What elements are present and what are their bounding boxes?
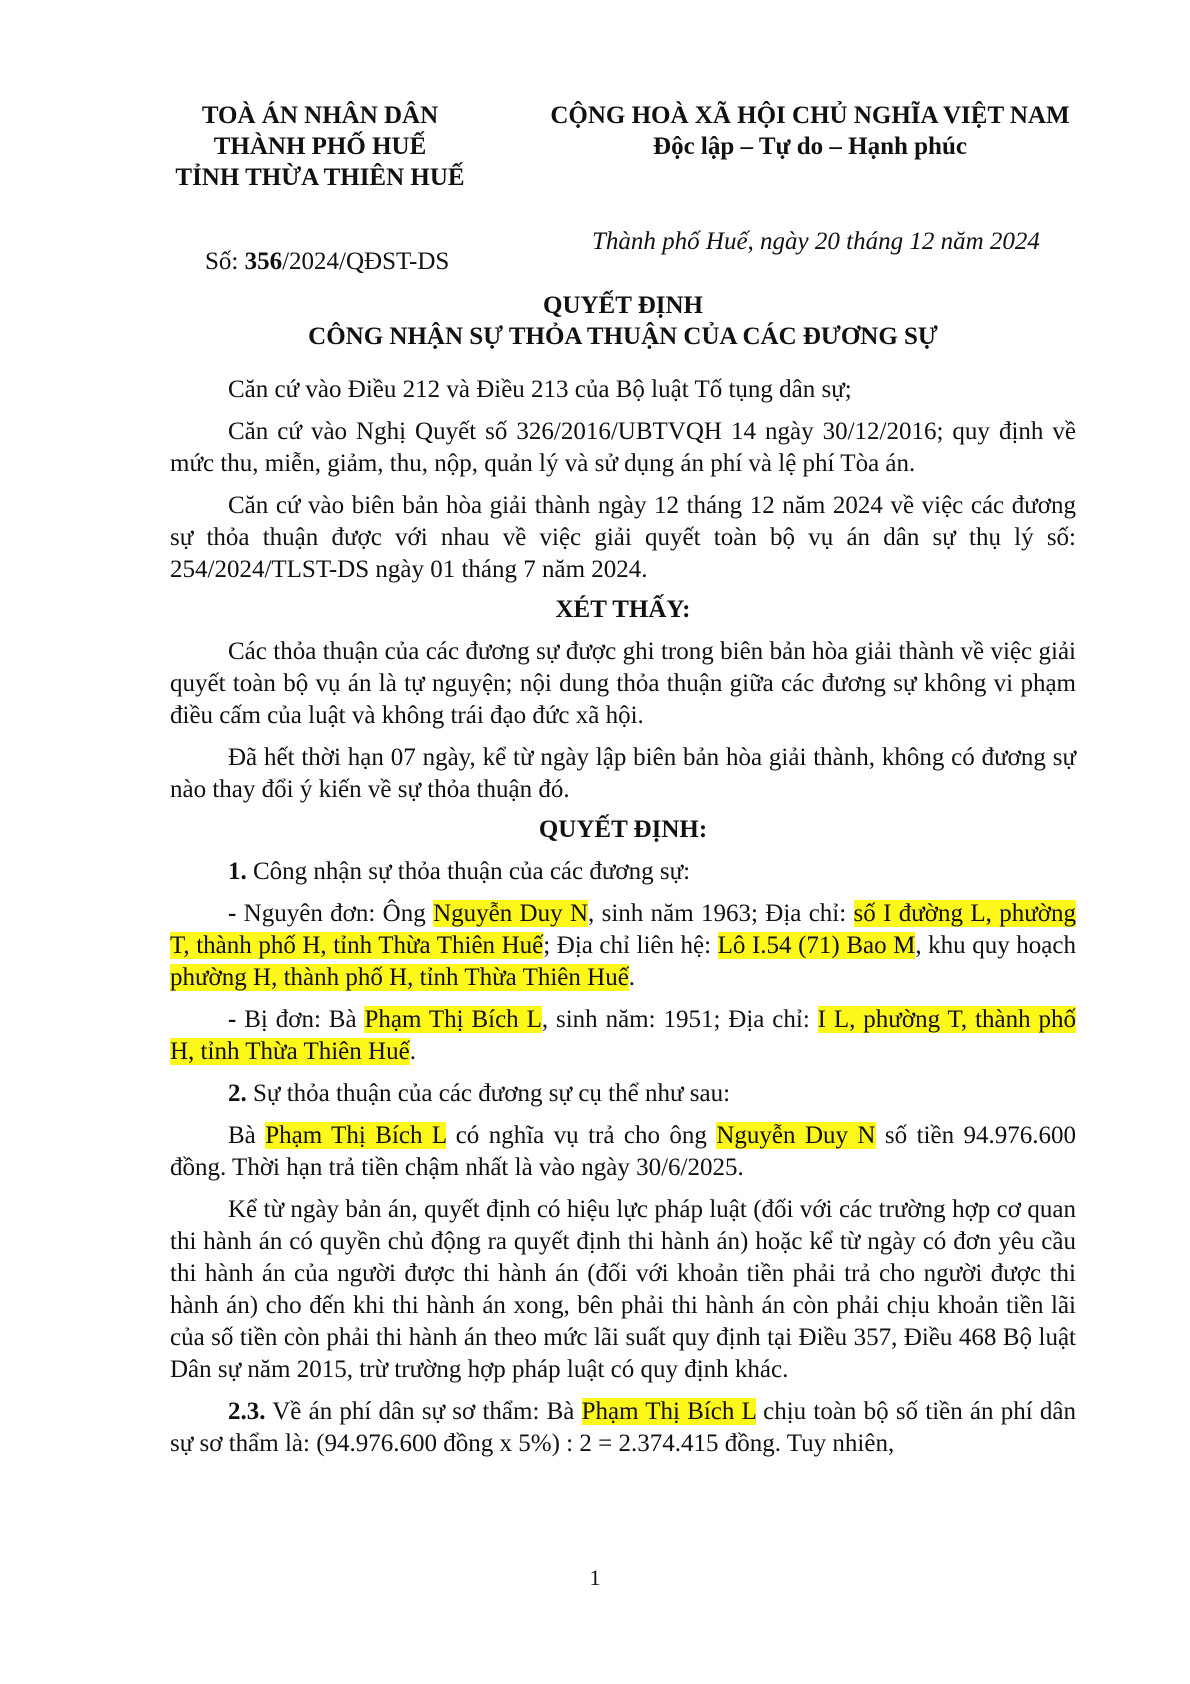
ground-paragraph-3: Căn cứ vào biên bản hòa giải thành ngày 12 tháng 12 năm 2024 về việc các đương sự thỏa thuận được với nhau về việc giải quyết toàn bộ vụ án dân sự thụ lý số: 254/2024/TLST-DS ngày 01 tháng 7 năm 2024. bbox=[170, 492, 1076, 583]
decision-item-1: 1. Công nhận sự thỏa thuận của các đương sự: bbox=[228, 858, 691, 885]
plaintiff-contact-address: Lô I.54 (71) Bao M bbox=[717, 932, 916, 959]
defendant-address: I L, phường T, thành phố H, tỉnh Thừa Thiên Huế bbox=[170, 1006, 1077, 1065]
fee-payer-name: Phạm Thị Bích L bbox=[581, 1398, 756, 1425]
findings-heading: XÉT THẤY: bbox=[555, 596, 691, 623]
national-header bbox=[545, 100, 1075, 162]
defendant-paragraph: - Bị đơn: Bà Phạm Thị Bích L, sinh năm: 1951; Địa chỉ: I L, phường T, thành phố H, tỉnh Thừa Thiên Huế. bbox=[170, 1006, 1077, 1065]
ground-paragraph-2: Căn cứ vào Nghị Quyết số 326/2016/UBTVQH 14 ngày 30/12/2016; quy định về mức thu, miễn, giảm, thu, nộp, quản lý và sử dụng án phí và lệ phí Tòa án. bbox=[170, 418, 1076, 477]
document-title bbox=[170, 290, 1076, 352]
page-number: 1 bbox=[589, 1565, 601, 1590]
defendant-name: Phạm Thị Bích L bbox=[364, 1006, 542, 1033]
plaintiff-name: Nguyễn Duy N bbox=[433, 900, 588, 927]
obligee-name: Nguyễn Duy N bbox=[716, 1122, 876, 1149]
court-fee-paragraph: 2.3. Về án phí dân sự sơ thẩm: Bà Phạm Thị Bích L chịu toàn bộ số tiền án phí dân sự sơ thẩm là: (94.976.600 đồng x 5%) : 2 = 2.374.415 đồng. Tuy nhiên, bbox=[170, 1398, 1076, 1457]
court-name-line3: TỈNH THỪA THIÊN HUẾ bbox=[175, 164, 465, 191]
obligation-paragraph: Bà Phạm Thị Bích L có nghĩa vụ trả cho ông Nguyễn Duy N số tiền 94.976.600 đồng. Thời hạn trả tiền chậm nhất là vào ngày 30/6/2025. bbox=[170, 1122, 1076, 1181]
document-number: Số: 356/2024/QĐST-DS bbox=[205, 248, 450, 275]
place-date: Thành phố Huế, ngày 20 tháng 12 năm 2024 bbox=[592, 228, 1040, 255]
plaintiff-zone-address: phường H, thành phố H, tỉnh Thừa Thiên Huế bbox=[170, 964, 629, 991]
document-body bbox=[170, 374, 1076, 1460]
court-name-line2: THÀNH PHỐ HUẾ bbox=[213, 133, 427, 160]
decision-heading: QUYẾT ĐỊNH: bbox=[538, 816, 708, 843]
ground-paragraph-1: Căn cứ vào Điều 212 và Điều 213 của Bộ luật Tố tụng dân sự; bbox=[228, 376, 852, 403]
findings-paragraph-2: Đã hết thời hạn 07 ngày, kể từ ngày lập biên bản hòa giải thành, không có đương sự nào thay đổi ý kiến về sự thỏa thuận đó. bbox=[170, 744, 1076, 803]
court-header bbox=[160, 100, 480, 193]
obligor-name: Phạm Thị Bích L bbox=[265, 1122, 447, 1149]
decision-item-2: 2. Sự thỏa thuận của các đương sự cụ thể như sau: bbox=[228, 1080, 731, 1107]
findings-paragraph-1: Các thỏa thuận của các đương sự được ghi trong biên bản hòa giải thành về việc giải quyết toàn bộ vụ án là tự nguyện; nội dung thỏa thuận giữa các đương sự không vi phạm điều cấm của luật và không trái đạo đức xã hội. bbox=[170, 638, 1076, 729]
title-line2: CÔNG NHẬN SỰ THỎA THUẬN CỦA CÁC ĐƯƠNG SỰ bbox=[308, 323, 938, 350]
document-number-value: 356 bbox=[244, 248, 283, 275]
country-name: CỘNG HOÀ XÃ HỘI CHỦ NGHĨA VIỆT NAM bbox=[550, 102, 1070, 129]
national-motto: Độc lập – Tự do – Hạnh phúc bbox=[653, 133, 967, 160]
plaintiff-address: số I đường L, phường T, thành phố H, tỉnh Thừa Thiên Huế bbox=[170, 900, 1076, 959]
plaintiff-paragraph: - Nguyên đơn: Ông Nguyễn Duy N, sinh năm 1963; Địa chỉ: số I đường L, phường T, thành phố H, tỉnh Thừa Thiên Huế; Địa chỉ liên hệ: Lô I.54 (71) Bao M, khu quy hoạch phường H, thành phố H, tỉnh Thừa Thiên Huế. bbox=[170, 900, 1076, 991]
title-line1: QUYẾT ĐỊNH bbox=[543, 292, 703, 319]
court-name-line1: TOÀ ÁN NHÂN DÂN bbox=[201, 102, 439, 129]
interest-paragraph: Kể từ ngày bản án, quyết định có hiệu lực pháp luật (đối với các trường hợp cơ quan thi hành án có quyền chủ động ra quyết định thi hành án) hoặc kể từ ngày có đơn yêu cầu thi hành án của người được thi hành án (đối với khoản tiền phải trả cho người được thi hành án) cho đến khi thi hành án xong, bên phải thi hành án còn phải chịu khoản tiền lãi của số tiền còn phải thi hành án theo mức lãi suất quy định tại Điều 357, Điều 468 Bộ luật Dân sự năm 2015, trừ trường hợp pháp luật có quy định khác. bbox=[170, 1196, 1076, 1383]
